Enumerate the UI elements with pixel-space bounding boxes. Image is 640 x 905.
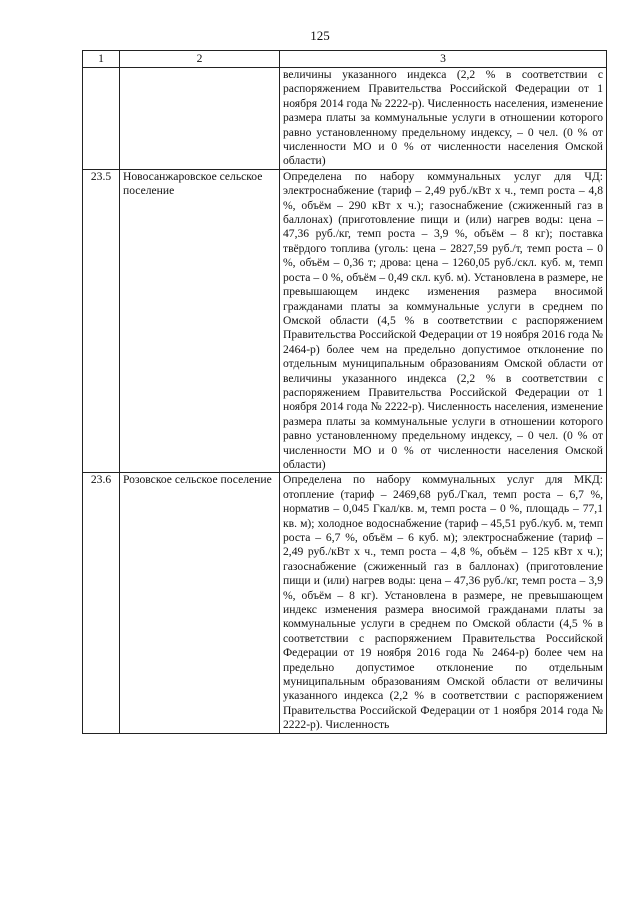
municipality-name-cell — [120, 68, 280, 170]
description-cell: Определена по набору коммунальных услуг для ЧД: электроснабжение (тариф – 2,49 руб./кВт х ч., темп роста – 4,8 %, объём – 290 кВт х ч.); газоснабжение (сжиженный газ в баллонах) (приготовление пищи и (или) нагрев воды: цена – 47,36 руб./кг, темп роста – 3,9 %, объём – 8 кг); поставка твёрдого топлива (уголь: цена – 2827,59 руб./т, темп роста – 0 %, объём – 0,36 т; дрова: цена – 1260,05 руб./скл. куб. м, темп роста – 0 %, объём – 0,49 скл. куб. м). Установлена в размере, не превышающем индекс изменения размера вносимой гражданами платы за коммунальные услуги в среднем по Омской области (4,5 % в соответствии с распоряжением Правительства Российской Федерации от 19 ноября 2016 года № 2464-р) более чем на предельно допустимое отклонение по отдельным муниципальным образованиям Омской области от величины указанного индекса (2,2 % в соответствии с распоряжением Правительства Российской Федерации от 1 ноября 2014 года № 2222-р). Численность населения, изменение размера платы за коммунальные услуги в отношении которого равно установленному предельному индексу, – 0 чел. (0 % от численности МО и 0 % от численности населения Омской области) — [280, 169, 607, 473]
municipality-name-cell: Новосанжаровское сельское поселение — [120, 169, 280, 473]
document-table — [82, 50, 607, 734]
page-number: 125 — [310, 28, 330, 43]
row-number-cell: 23.5 — [83, 169, 120, 473]
description-cell: величины указанного индекса (2,2 % в соответствии с распоряжением Правительства Российской Федерации от 1 ноября 2014 года № 2222-р). Численность населения, изменение размера платы за коммунальные услуги в отношении которого равно установленному предельному индексу, – 0 чел. (0 % от численности МО и 0 % от численности населения Омской области) — [280, 68, 607, 170]
table-header-row — [83, 51, 607, 68]
column-header-3: 3 — [280, 51, 607, 68]
description-cell: Определена по набору коммунальных услуг для МКД: отопление (тариф – 2469,68 руб./Гкал, темп роста – 6,7 %, норматив – 0,045 Гкал/кв. м, темп роста – 0 %, площадь – 77,1 кв. м); холодное водоснабжение (тариф – 45,51 руб./куб. м, темп роста – 6,7 %, объём – 6 куб. м); электроснабжение (тариф – 2,49 руб./кВт х ч., темп роста – 4,8 %, объём – 125 кВт х ч.); газоснабжение (сжиженный газ в баллонах) (приготовление пищи и (или) нагрев воды: цена – 47,36 руб./кг, темп роста – 3,9 %, объём – 8 кг). Установлена в размере, не превышающем индекс изменения размера вносимой гражданами платы за коммунальные услуги в среднем по Омской области (4,5 % в соответствии с распоряжением Правительства Российской Федерации от 19 ноября 2016 года № 2464-р) более чем на предельно допустимое отклонение по отдельным муниципальным образованиям Омской области от величины указанного индекса (2,2 % в соответствии с распоряжением Правительства Российской Федерации от 1 ноября 2014 года № 2222-р). Численность — [280, 473, 607, 733]
column-header-2: 2 — [120, 51, 280, 68]
municipality-name-cell: Розовское сельское поселение — [120, 473, 280, 733]
table-row-23-5 — [83, 169, 607, 473]
table-row-23-6 — [83, 473, 607, 733]
row-number-cell: 23.6 — [83, 473, 120, 733]
row-number-cell — [83, 68, 120, 170]
table-row-continuation — [83, 68, 607, 170]
column-header-1: 1 — [83, 51, 120, 68]
